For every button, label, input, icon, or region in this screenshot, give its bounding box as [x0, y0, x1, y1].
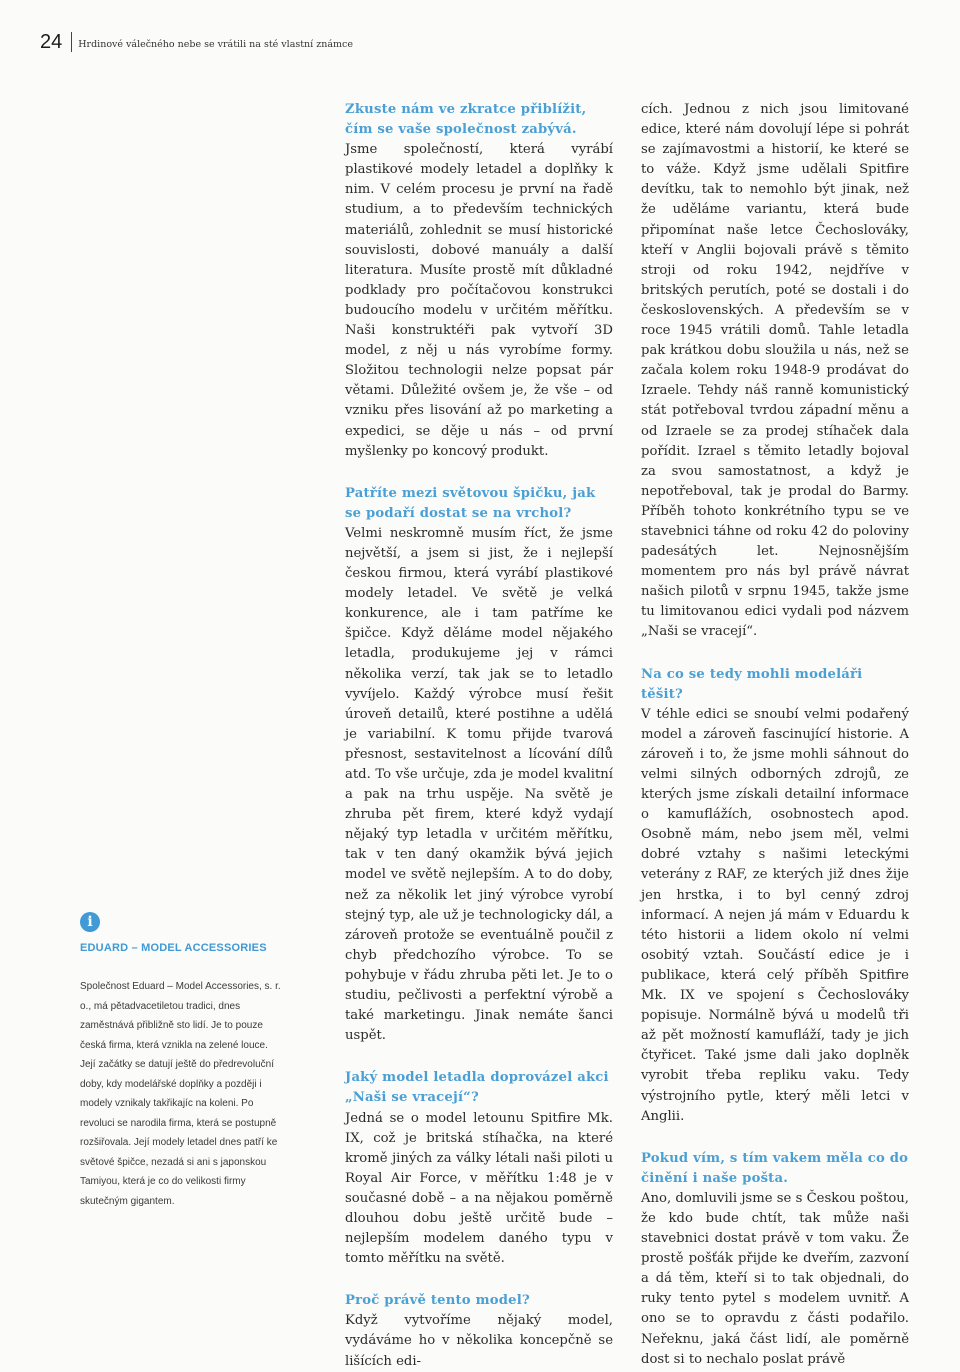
qa-block	[641, 100, 909, 643]
info-icon: i	[80, 912, 100, 932]
question-heading: Zkuste nám ve zkratce přiblížit, čím se vaše společnost zabývá.	[345, 102, 587, 138]
qa-block	[345, 484, 613, 1047]
question-heading: Na co se tedy mohli modeláři těšit?	[641, 666, 863, 702]
page-number: 24	[40, 31, 63, 53]
running-title: Hrdinové válečného nebe se vrátili na sté vlastní známce	[78, 38, 353, 50]
answer-text: Jsme společností, která vyrábí plastikové modely letadel a doplňky k nim. V celém procesu je první na řadě studium, a to především technických materiálů, zohlednit se musí historické souvislosti, dobové manuály a další literatura. Musíte prostě mít důkladné podklady pro počítačovou konstrukci budoucího modelu v určitém měřítku. Naši konstruktéři pak vytvoří 3D model, z něj u nás vyrobíme formy. Složitou technologii nelze popsat pár větami. Důležité ovšem je, že vše – od vzniku přes lisování až po marketing a expedici, se děje u nás – od první myšlenky po koncový produkt.	[345, 142, 613, 459]
answer-text: Ano, domluvili jsme se s Českou poštou, že kdo bude chtít, tak může naši stavebnici dostat právě v tom vaku. Že prostě pošťák přijde ke dveřím, zazvoní a dá těm, kteří si to tak objednali, do ruky tento pytel s modelem uvnitř. A ono se to opravdu z části podařilo. Neřeknu, jaká část lidí, ale poměrně dost si to nechalo poslat právě	[641, 1190, 909, 1367]
info-box-body: Společnost Eduard – Model Accessories, s. r. o., má pětadvacetiletou tradici, dnes zaměstnává přibližně sto lidí. Je to pouze česká firma, která vznikla na zelené louce. Její začátky se datují ještě do předrevoluční doby, kdy modelářské doplňky a později i modely vznikaly takřikajíc na koleni. Po revoluci se narodila firma, která se postupně rozšiřovala. Její modely letadel dnes patří ke světové špičce, nezadá si ani s japonskou Tamiyou, která je co do velikosti firmy skutečným gigantem.	[80, 981, 281, 1207]
qa-block	[345, 1068, 613, 1269]
answer-text: V téhle edici se snoubí velmi podařený model a zároveň fascinující historie. A zároveň i to, že jsme mohli sáhnout do velmi silných odborných zdrojů, ze kterých jsme získali detailní informace o kamuflážích, osobnostech apod. Osobně mám, nebo jsem měl, velmi dobré vztahy s našimi leteckými veterány z RAF, ze kterých již dnes žije jen hrstka, i to byl cenný zdroj informací. A nejen já mám v Eduardu k této historii a lidem okolo ní velmi osobitý vztah. Součástí edice je i publikace, která celý příběh Spitfire Mk. IX ve spojení s Čechoslováky popisuje. Normálně bývá u modelů tři až pět možností kamufláží, tady je jich čtyřicet. Také jsme dali jako doplněk vyrobit třeba repliku vaku. Tedy výstrojního pytle, který měli letci v Anglii.	[641, 706, 909, 1124]
info-box	[80, 912, 284, 1211]
answer-text: Jedná se o model letounu Spitfire Mk. IX, což je britská stíhačka, na které kromě jiných za války létali naši piloti u Royal Air Force, v měřítku 1:48 je v současné době – a na nějakou poměrně dlouhou dobu ještě určitě bude – nejlepším modelem daného typu v tomto měřítku na světě.	[345, 1110, 613, 1267]
answer-text: cích. Jednou z nich jsou limitované edice, které nám dovolují lépe si pohrát se zajímavostmi a historií, ke které se to váže. Když jsme udělali Spitfire devítku, tak to nemohlo být jinak, než že uděláme variantu, která bude připomínat naše letce Čechoslováky, kteří v Anglii bojovali právě s těmito stroji od roku 1942, nejdříve v britských perutích, poté se dostali i do československých. A především se v roce 1945 vrátili domů. Tahle letadla pak krátkou dobu sloužila u nás, než se začala kolem roku 1948-9 prodávat do Izraele. Tehdy náš ranně komunistický stát potřeboval tvrdou západní měnu a od Izraele se za prodej stíhaček dala pořídit. Izrael s těmito letadly bojoval za svou samostatnost, a když je nepotřeboval, tak je prodal do Barmy. Příběh tohoto konkrétního typu se ve stavebnici táhne od roku 42 do poloviny padesátých let. Nejnosnějším momentem pro nás byl právě návrat našich pilotů v srpnu 1945, takže jsme tu limitovanou edici vydali pod názvem „Naši se vracejí“.	[641, 102, 909, 640]
answer-text: Když vytvoříme nějaký model, vydáváme ho v několika koncepčně se lišících edi-	[345, 1313, 613, 1369]
qa-block	[345, 100, 613, 462]
answer-text: Velmi neskromně musím říct, že jsme největší, a jsem si jist, že i nejlepší českou firmou, která vyrábí plastikové modely letadel. Ve světě je velká konkurence, ale i tam patříme ke špičce. Když děláme model nějakého letadla, produkujeme jej v rámci několika verzí, tak jak se to letadlo vyvíjelo. Každý výrobce musí řešit úroveň detailů, které postihne a udělá je variabilní. K tomu přijde tvarová přesnost, sestavitelnost a lícování dílů atd. To vše určuje, zda je model kvalitní a pak na trhu uspěje. Na světě je zhruba pět firem, které když vydají nějaký typ letadla v určitém měřítku, tak v ten daný okamžik bývá jejich model ve světě nejlepším. A to do doby, než za několik let jiný výrobce vyrobí stejný typ, ale už je technologicky dál, a zároveň protože se eventuálně poučil z chyb předchozího výrobce. To se pohybuje v řádu zhruba pěti let. Je to o studiu, pečlivosti a perfektní výrobě a také marketingu. Jinak nemáte šanci uspět.	[345, 525, 613, 1044]
question-heading: Proč právě tento model?	[345, 1293, 530, 1309]
qa-block	[345, 1291, 613, 1371]
article-column-middle	[345, 100, 613, 1372]
qa-block	[641, 665, 909, 1127]
question-heading: Pokud vím, s tím vakem měla co do činění i naše pošta.	[641, 1150, 909, 1186]
question-heading: Jaký model letadla doprovázel akci „Naši se vracejí“?	[345, 1070, 609, 1106]
info-box-title: EDUARD – MODEL ACCESSORIES	[80, 942, 267, 954]
article-column-right	[641, 100, 909, 1370]
page-header	[40, 30, 353, 54]
qa-block	[641, 1149, 909, 1370]
header-divider	[71, 32, 72, 52]
question-heading: Patříte mezi světovou špičku, jak se podaří dostat se na vrchol?	[345, 485, 596, 521]
